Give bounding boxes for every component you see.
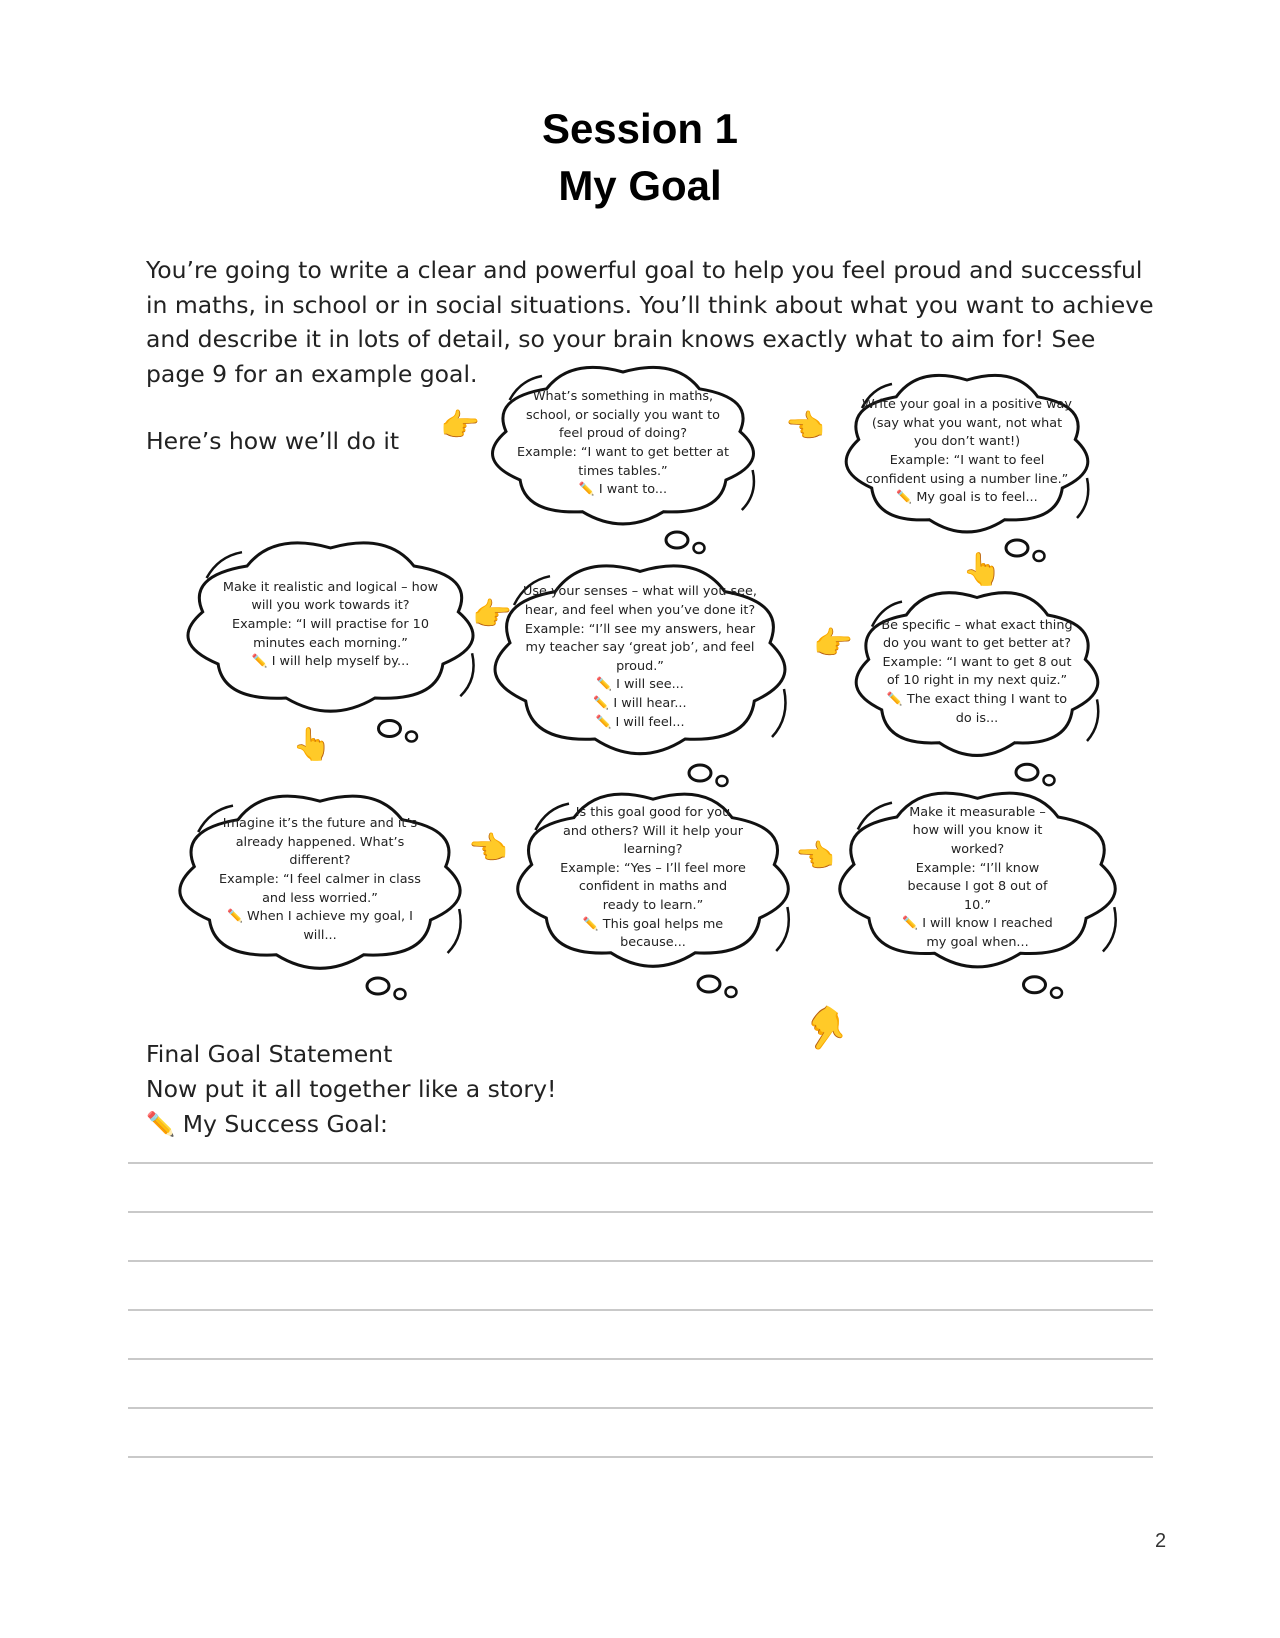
thought-cloud-measurable <box>835 785 1120 1007</box>
cloud-text-line: ✏️ I want to... <box>578 482 668 498</box>
cloud-text-line: ✏️ The exact thing I want to <box>886 691 1068 707</box>
cloud-text-line: ✏️ I will know I reached <box>902 916 1053 932</box>
cloud-text <box>530 804 776 953</box>
cloud-text-line: ready to learn.” <box>602 897 704 913</box>
cloud-text <box>852 804 1103 953</box>
cloud-text-line: Make it measurable – <box>909 804 1046 820</box>
cloud-text-line: minutes each morning.” <box>253 635 408 651</box>
cloud-text-line: my teacher say ‘great job’, and feel <box>525 640 755 656</box>
cloud-text-line: Example: “I want to feel <box>889 452 1045 468</box>
writing-line[interactable] <box>128 1309 1153 1311</box>
cloud-text-line: how will you know it <box>912 823 1043 839</box>
cloud-text-line: What’s something in maths, <box>532 389 714 405</box>
cloud-text-line: ✏️ I will hear... <box>593 695 687 711</box>
thought-cloud-positive <box>842 368 1092 568</box>
writing-line[interactable] <box>128 1456 1153 1458</box>
pointing-hand-right-icon: 👉 <box>440 406 480 444</box>
cloud-text-line: Example: “I’ll know <box>915 860 1040 876</box>
final-subheading: Now put it all together like a story! <box>146 1075 557 1103</box>
pointing-hand-left-icon: 👈 <box>468 829 508 867</box>
cloud-text-line: of 10 right in my next quiz.” <box>886 673 1068 689</box>
cloud-text <box>867 617 1087 729</box>
cloud-text-line: ✏️ My goal is to feel... <box>896 490 1038 506</box>
cloud-text-line: already happened. What’s <box>235 834 405 850</box>
cloud-text-line: do is... <box>955 710 999 726</box>
cloud-text-line: times tables.” <box>578 463 668 479</box>
cloud-text <box>201 579 461 672</box>
cloud-text-line: Is this goal good for you <box>575 805 731 820</box>
cloud-text-line: ✏️ When I achieve my goal, I <box>227 909 413 925</box>
cloud-text-line: will... <box>303 927 337 943</box>
pointing-hand-left-icon: 👈 <box>785 407 825 445</box>
cloud-text-line: Example: “I want to get 8 out <box>882 654 1072 670</box>
cloud-text-line: (say what you want, not what <box>871 415 1063 431</box>
intro-paragraph: You’re going to write a clear and powerful goal to help you feel proud and successful in maths, in school or in social situations. You’ll think about what you want to achieve and describe it in lots of detail, so your brain knows exactly what to aim for! See page 9 for an example goal. <box>146 256 1154 388</box>
success-goal-prompt: ✏️ My Success Goal: <box>146 1110 388 1138</box>
cloud-text <box>504 388 742 500</box>
cloud-text-line: ✏️ I will help myself by... <box>251 654 410 670</box>
cloud-text-line: ✏️ This goal helps me <box>582 916 724 932</box>
pointing-hand-right-icon: 👉 <box>813 624 853 662</box>
cloud-text-line: proud.” <box>616 658 664 674</box>
cloud-text-line: Make it realistic and logical – how <box>222 579 439 595</box>
pointing-hand-left-icon: 👈 <box>795 837 835 875</box>
how-label: Here’s how we’ll do it <box>146 427 400 455</box>
cloud-text-line: Example: “I want to get better at <box>517 444 729 460</box>
cloud-text-line: hear, and feel when you’ve done it? <box>524 602 756 618</box>
cloud-text-line: Example: “I’ll see my answers, hear <box>524 621 756 637</box>
cloud-text-line: school, or socially you want to <box>526 407 720 423</box>
cloud-text-line: will you work towards it? <box>251 598 410 614</box>
cloud-text-line: you don’t want!) <box>913 434 1021 450</box>
cloud-text-line: Use your senses – what will you see, <box>523 584 757 600</box>
session-label: Session 1 <box>541 105 739 152</box>
thought-cloud-realistic <box>183 535 478 750</box>
cloud-text <box>857 396 1077 508</box>
thought-cloud-specific <box>852 585 1102 793</box>
cloud-text-line: and others? Will it help your <box>562 823 743 839</box>
page-number: 2 <box>1155 1530 1167 1552</box>
cloud-text-line: Write your goal in a positive way <box>862 397 1072 413</box>
pointing-hand-down-icon: 👇 <box>791 996 859 1064</box>
cloud-text-line: confident in maths and <box>578 879 728 895</box>
cloud-text-line: Example: “Yes – I’ll feel more <box>560 860 746 876</box>
cloud-text-line: and less worried.” <box>262 890 378 906</box>
cloud-text-line: feel proud of doing? <box>558 426 687 442</box>
final-heading: Final Goal Statement <box>146 1040 393 1068</box>
writing-line[interactable] <box>128 1358 1153 1360</box>
cloud-text-line: learning? <box>623 842 683 858</box>
cloud-text-line: because I got 8 out of <box>907 879 1048 895</box>
cloud-text-line: confident using a number line.” <box>865 471 1069 487</box>
thought-cloud-future <box>175 788 465 1008</box>
cloud-text-line: ✏️ I will feel... <box>595 714 685 730</box>
writing-line[interactable] <box>128 1260 1153 1262</box>
cloud-text-line: ✏️ I will see... <box>596 677 684 693</box>
writing-line[interactable] <box>128 1211 1153 1213</box>
cloud-text-line: Example: “I will practise for 10 <box>232 616 429 632</box>
thought-cloud-good <box>513 786 793 1006</box>
cloud-text-line: because... <box>620 935 686 951</box>
writing-line[interactable] <box>128 1162 1153 1164</box>
pointing-hand-right-icon: 👉 <box>472 595 512 633</box>
cloud-text-line: Imagine it’s the future and it’s <box>222 816 418 832</box>
writing-line[interactable] <box>128 1407 1153 1409</box>
cloud-text-line: do you want to get better at? <box>883 636 1071 652</box>
cloud-text <box>192 815 447 945</box>
page-title: My Goal <box>558 162 722 209</box>
thought-cloud-what <box>488 360 758 560</box>
cloud-text-line: Example: “I feel calmer in class <box>219 872 421 888</box>
thought-cloud-senses <box>490 557 790 797</box>
cloud-text-line: 10.” <box>964 897 991 913</box>
pointing-hand-up-icon: 👆 <box>292 725 332 763</box>
cloud-text-line: worked? <box>950 842 1005 858</box>
cloud-text <box>508 583 772 732</box>
cloud-text-line: Be specific – what exact thing <box>881 617 1073 633</box>
cloud-text-line: my goal when... <box>926 934 1029 950</box>
cloud-text-line: different? <box>289 853 351 869</box>
pointing-hand-up-icon: 👆 <box>962 550 1002 588</box>
